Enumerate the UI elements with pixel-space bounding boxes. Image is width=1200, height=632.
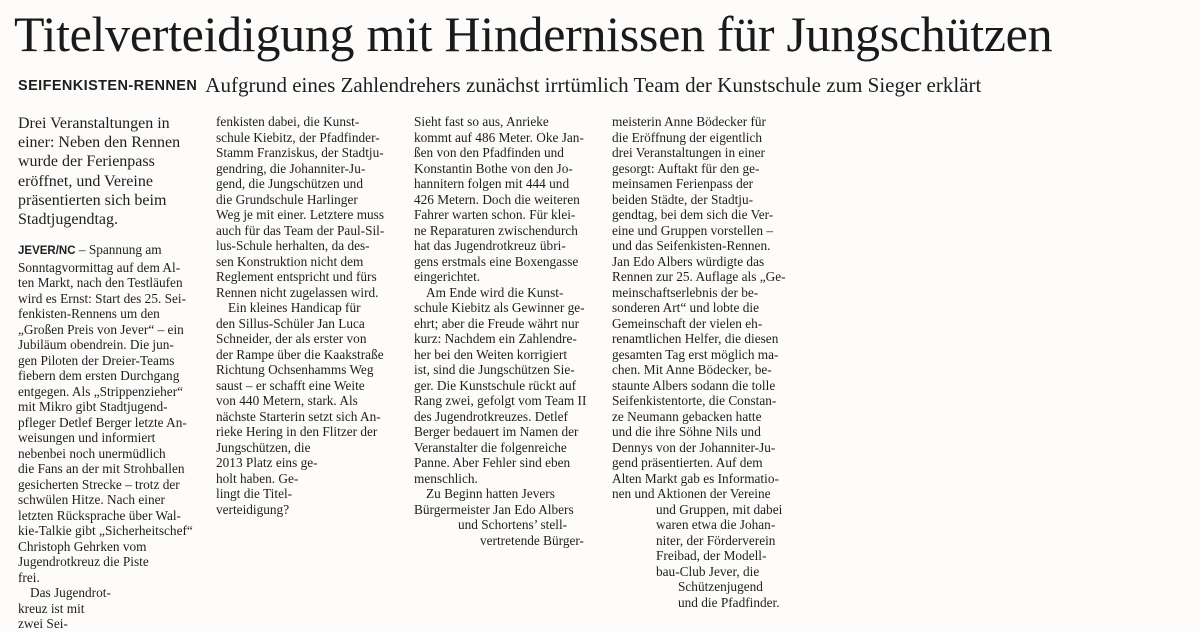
text-line: chen. Mit Anne Bödecker, be- [612, 362, 772, 377]
text-line: Jan Edo Albers würdigte das [612, 253, 765, 269]
text-line: Freibad, der Modell- [656, 548, 767, 563]
text-line: Stamm Franziskus, der Stadtju- [216, 145, 384, 160]
text-line: waren etwa die Johan- [656, 517, 776, 532]
text-line: Panne. Aber Fehler sind eben [414, 455, 571, 470]
text-line: Christoph Gehrken vom [18, 538, 147, 554]
text-line: beiden Städte, der Stadtju- [612, 191, 754, 207]
text-line: ten Markt, nach den Testläufen [18, 275, 183, 291]
text-line: eröffnet, und Vereine [18, 172, 153, 190]
text-line: Stadtjugendtag. [18, 211, 118, 229]
text-line [18, 242, 198, 260]
text-line: letzten Rücksprache über Wal- [18, 507, 181, 523]
text-line: schwülen Hitze. Nach einer [18, 492, 165, 508]
text-line: gendtag, bei dem sich die Ver- [612, 207, 774, 222]
text-line: frei. [18, 569, 40, 585]
article-column-3 [414, 114, 596, 548]
text-line: Seifenkistentorte, die Constan- [612, 393, 777, 408]
text-line: den Sillus-Schüler Jan Luca [216, 315, 365, 331]
text-line: verteidigung? [216, 501, 290, 517]
text-line: drei Veranstaltungen in einer [612, 145, 765, 160]
text-line: weisungen und informiert [18, 430, 156, 446]
text-line: Berger bedauert im Namen der [414, 424, 579, 439]
text-line: saust – er schafft eine Weite [216, 377, 365, 393]
text-line: und die Pfadfinder. [678, 594, 780, 610]
text-line-fragment: – Spannung am [78, 242, 162, 258]
text-line: gesamten Tag erst möglich ma- [612, 346, 779, 362]
text-line: mit Mikro gibt Stadtjugend- [18, 399, 168, 415]
article-column-4 [612, 114, 794, 610]
text-line: entgegen. Als „Strippenzieher“ [18, 383, 184, 399]
text-line: wurde der Ferienpass [18, 153, 155, 171]
text-line: gen Piloten der Dreier-Teams [18, 352, 175, 368]
text-line: Fahrer warten schon. Für klei- [414, 207, 576, 222]
text-line: 2013 Platz eins ge- [216, 455, 318, 470]
text-line: ne Reparaturen zwischendurch [414, 222, 578, 238]
text-line: gendring, die Johanniter-Ju- [216, 160, 366, 176]
text-line: Gemeinschaft der vielen eh- [612, 315, 763, 331]
text-line: Jungschützen, die [216, 439, 311, 455]
text-line: Jubiläum obendrein. Die jun- [18, 337, 174, 353]
text-line: der Rampe über die Kaakstraße [216, 346, 384, 362]
text-line: Jugendrotkreuz die Piste [18, 554, 149, 570]
text-line: zwei Sei- [18, 616, 68, 632]
text-line: von 440 Metern, stark. Als [216, 393, 358, 408]
text-line: Das Jugendrot- [30, 585, 111, 601]
text-line: Rennen nicht zugelassen wird. [216, 284, 379, 300]
text-line: lingt die Titel- [216, 486, 293, 501]
text-line: Rang zwei, gefolgt vom Team II [414, 393, 587, 408]
text-line: her bei den Weiten korrigiert [414, 346, 568, 362]
text-line: und die ihre Söhne Nils und [612, 424, 761, 439]
text-line: schule Kiebitz als Gewinner ge- [414, 300, 585, 315]
text-line: renamtlichen Helfer, die diesen [612, 331, 779, 346]
text-line: fenkisten-Rennens um den [18, 306, 160, 322]
text-line: kreuz ist mit [18, 600, 85, 616]
text-line: nen und Aktionen der Vereine [612, 486, 771, 501]
text-line: gend präsentierten. Auf dem [612, 455, 763, 470]
text-line: Konstantin Bothe von den Jo- [414, 160, 573, 176]
text-line: lus-Schule herhalten, da des- [216, 238, 370, 253]
dateline: JEVER/NC [18, 245, 76, 258]
text-line: niter, der Förderverein [656, 532, 776, 548]
text-line: Am Ende wird die Kunst- [426, 284, 564, 300]
text-line: Reglement entspricht und fürs [216, 269, 377, 284]
text-line: 426 Metern. Doch die weiteren [414, 191, 580, 207]
text-line: pfleger Detlef Berger letzte An- [18, 414, 187, 430]
kicker: SEIFENKISTEN-RENNEN [18, 78, 198, 94]
text-line: meinschaftserlebnis der be- [612, 284, 759, 300]
text-line: bau-Club Jever, die [656, 563, 760, 579]
text-line: ze Neumann gebacken hatte [612, 408, 762, 424]
text-line: Alten Markt gab es Informatio- [612, 470, 779, 486]
text-line: wird es Ernst: Start des 25. Sei- [18, 290, 187, 306]
text-line: Dennys von der Johanniter-Ju- [612, 439, 776, 455]
text-line: ßen von den Pfadfinden und [414, 145, 564, 160]
text-line: Sieht fast so aus, Anrieke [414, 114, 549, 129]
text-line: vertretende Bürger- [480, 532, 584, 548]
text-line: eine und Gruppen vorstellen – [612, 222, 773, 238]
text-line: und Gruppen, mit dabei [656, 501, 783, 517]
text-line: gesicherten Strecke – trotz der [18, 476, 180, 492]
text-line: eingerichtet. [414, 269, 481, 284]
text-line: fiebern dem ersten Durchgang [18, 368, 180, 384]
text-line: des Jugendrotkreuzes. Detlef [414, 408, 568, 424]
text-line: die Eröffnung der eigentlich [612, 129, 763, 145]
text-line: auch für das Team der Paul-Sil- [216, 222, 385, 238]
text-line: sonderen Art“ und lobte die [612, 300, 759, 315]
text-line: rieke Hering in den Flitzer der [216, 424, 378, 439]
text-line: und Schortens’ stell- [458, 517, 568, 532]
text-line: die Fans an der mit Strohballen [18, 461, 185, 477]
text-line: „Großen Preis von Jever“ – ein [18, 321, 184, 337]
text-line: schule Kiebitz, der Pfadfinder- [216, 129, 380, 145]
text-line: kommt auf 486 Meter. Oke Jan- [414, 129, 584, 145]
article-column-1 [18, 114, 198, 632]
text-line: Drei Veranstaltungen in [18, 115, 170, 132]
subheadline: Aufgrund eines Zahlendrehers zunächst irrtümlich Team der Kunstschule zum Sieger erklärt [205, 73, 982, 97]
text-line: Ein kleines Handicap für [228, 300, 361, 315]
text-line: und das Seifenkisten-Rennen. [612, 238, 771, 253]
text-line: nebenbei noch unermüdlich [18, 445, 166, 461]
subheadline-row [18, 72, 1198, 99]
text-line: Rennen zur 25. Auflage als „Ge- [612, 269, 786, 284]
text-line: kie-Talkie gibt „Sicherheitschef“ [18, 523, 193, 539]
text-line: sen Konstruktion nicht dem [216, 253, 364, 269]
text-line: Weg je mit einer. Letztere muss [216, 207, 385, 222]
text-line: menschlich. [414, 470, 478, 486]
text-line: präsentierten sich beim [18, 191, 167, 209]
text-line: meisterin Anne Bödecker für [612, 114, 766, 129]
text-line: Schneider, der als erster von [216, 331, 367, 346]
article-column-2 [216, 114, 398, 517]
text-line: fenkisten dabei, die Kunst- [216, 114, 360, 129]
text-line: gend, die Jungschützen und [216, 176, 363, 191]
text-line: Veranstalter die folgenreiche [414, 439, 567, 455]
text-line: Bürgermeister Jan Edo Albers [414, 501, 574, 517]
text-line: hat das Jugendrotkreuz übri- [414, 238, 566, 253]
intro-text [18, 114, 198, 229]
text-line: Richtung Ochsenhamms Weg [216, 362, 374, 377]
text-line: die Grundschule Harlinger [216, 191, 358, 207]
text-line: meinsamen Ferienpass der [612, 176, 754, 191]
text-line: Sonntagvormittag auf dem Al- [18, 259, 181, 275]
text-line: kurz: Nachdem ein Zahlendre- [414, 331, 577, 346]
headline: Titelverteidigung mit Hindernissen für Jungschützen [14, 6, 1053, 62]
text-line: staunte Albers sodann die tolle [612, 377, 776, 393]
text-line: gesorgt: Auftakt für den ge- [612, 160, 760, 176]
text-line: ehrt; aber die Freude währt nur [414, 315, 580, 331]
text-line: Schützenjugend [678, 579, 763, 594]
text-line: ist, sind die Jungschützen Sie- [414, 362, 575, 377]
text-line: holt haben. Ge- [216, 470, 299, 486]
text-line: nächste Starterin setzt sich An- [216, 408, 381, 424]
text-line: Zu Beginn hatten Jevers [426, 486, 555, 501]
text-line: ger. Die Kunstschule rückt auf [414, 377, 577, 393]
text-line: hannitern folgen mit 444 und [414, 176, 570, 191]
text-line: gens erstmals eine Boxengasse [414, 253, 579, 269]
text-line: einer: Neben den Rennen [18, 134, 181, 152]
